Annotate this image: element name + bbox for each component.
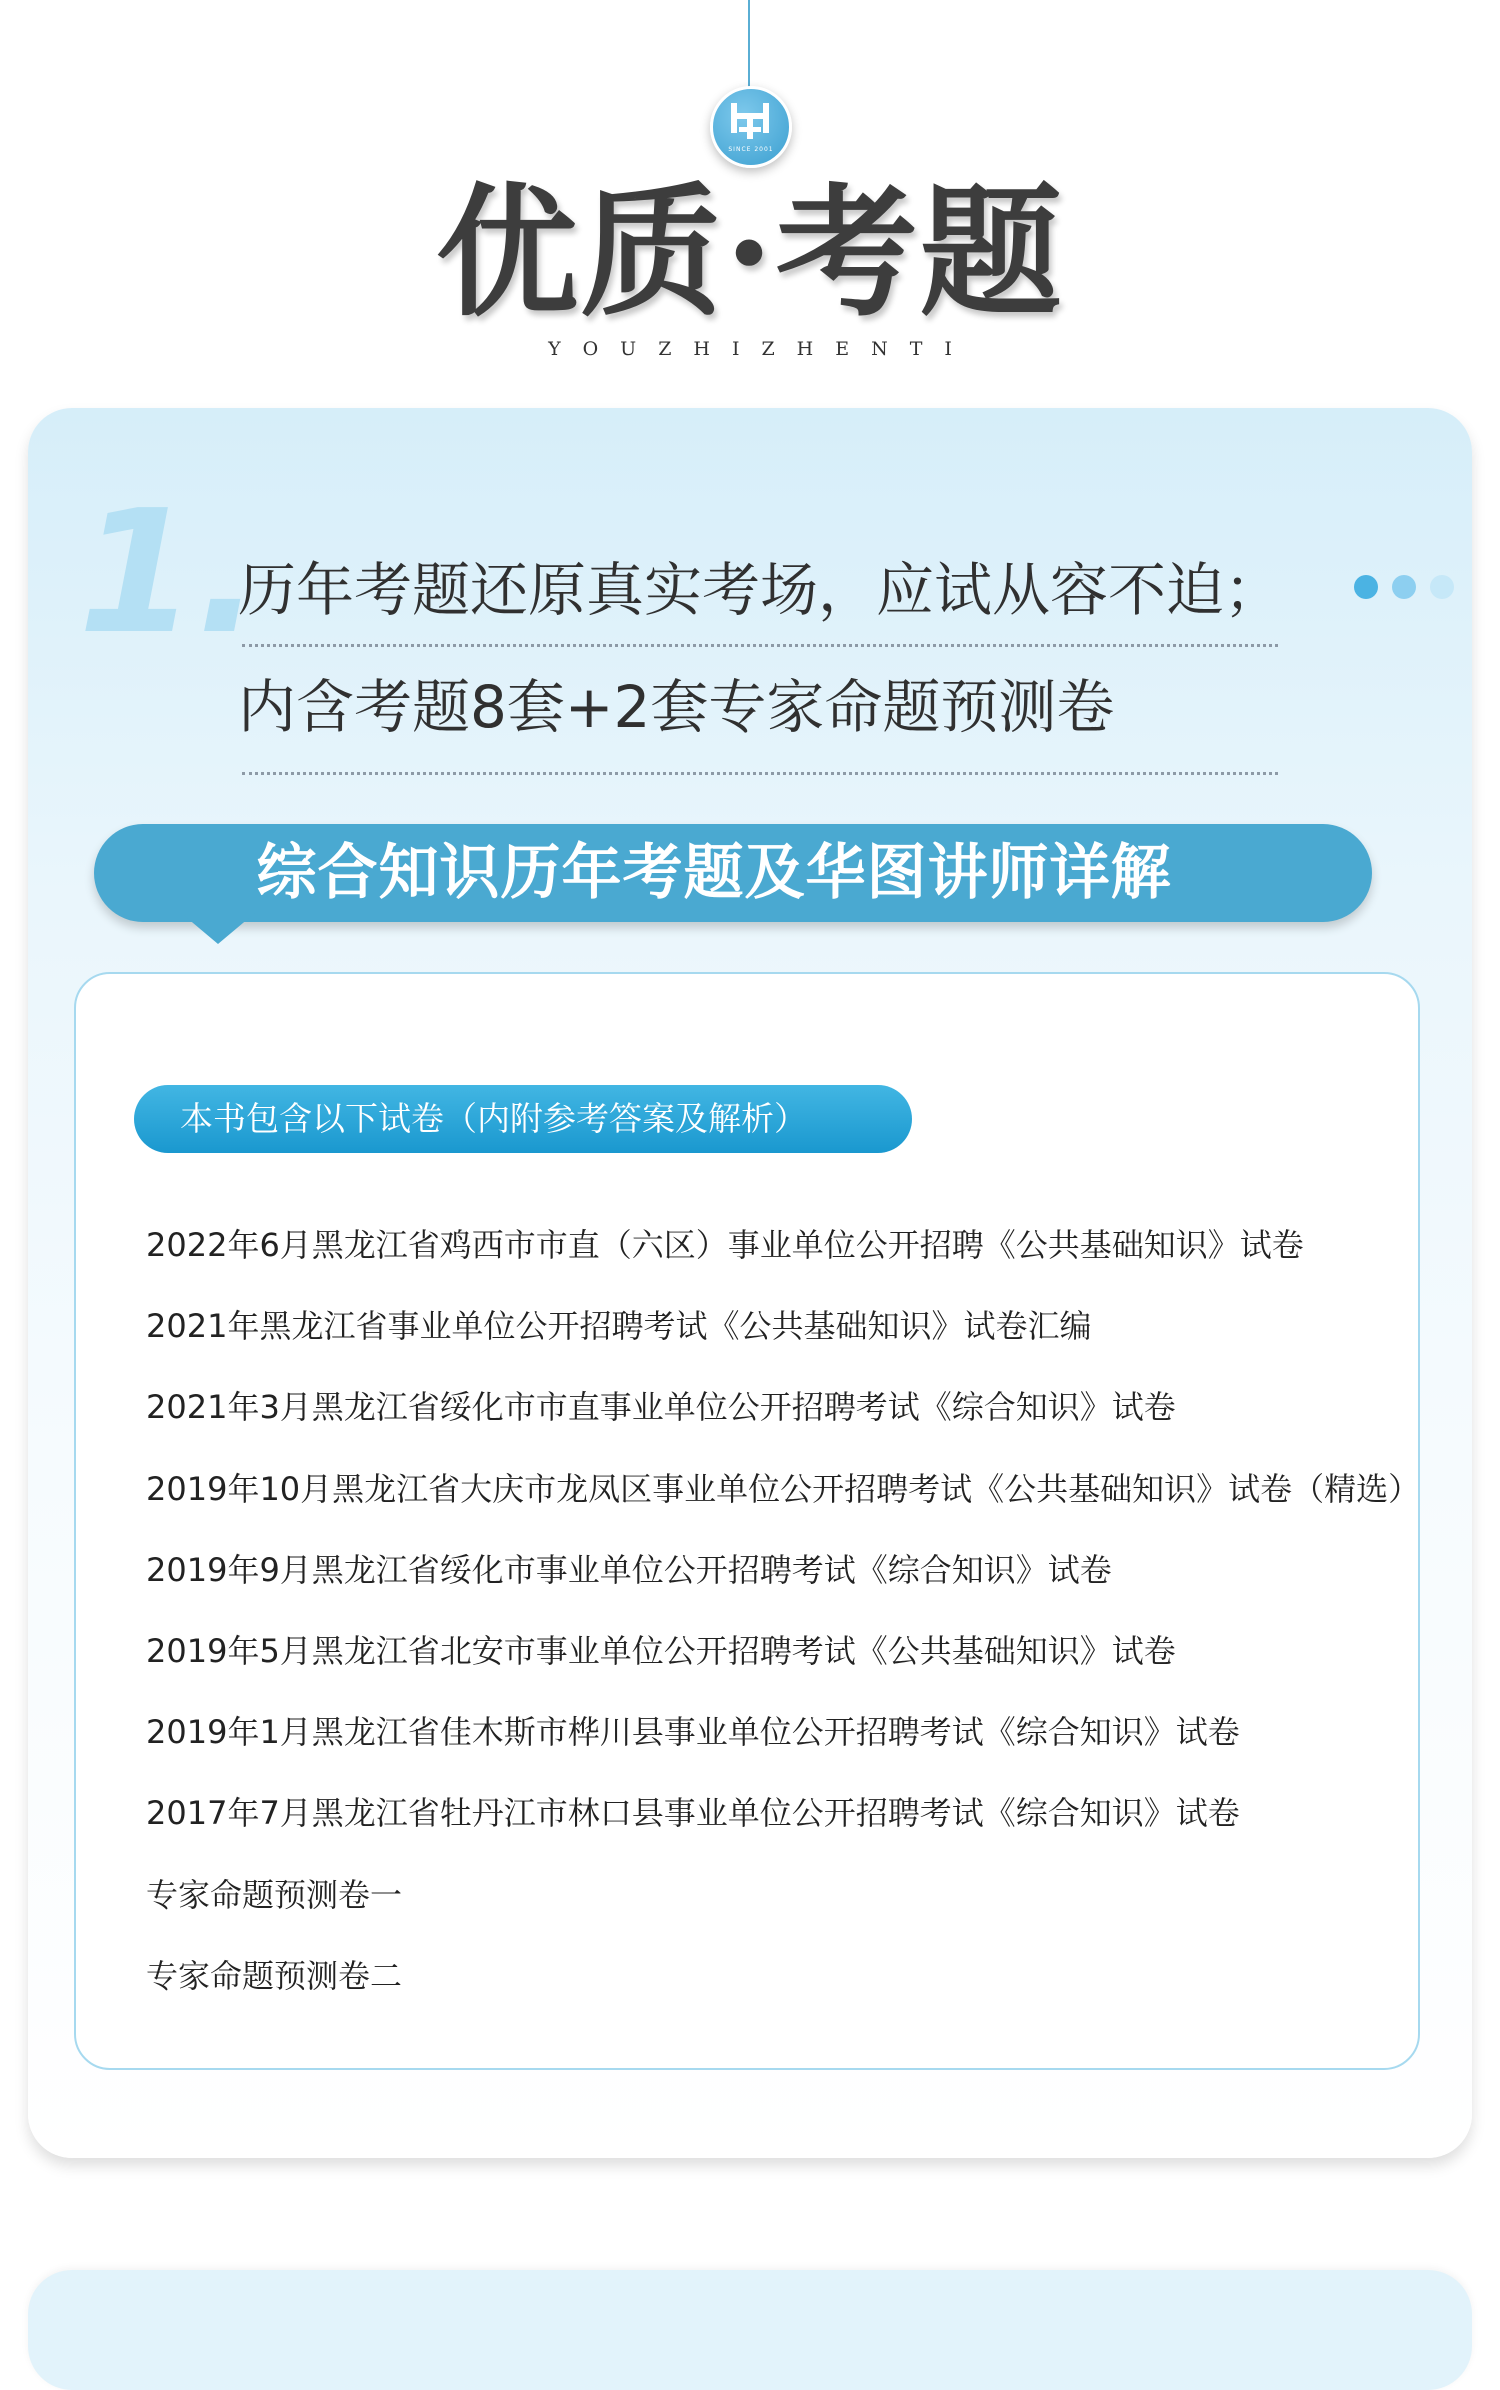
list-item: 2019年5月黑龙江省北安市事业单位公开招聘考试《公共基础知识》试卷 — [146, 1631, 1176, 1670]
logo-caption: SINCE 2001 — [728, 146, 774, 153]
dotted-divider — [242, 644, 1278, 647]
dot-icon — [1354, 575, 1378, 599]
section-headline-line1: 历年考题还原真实考场，应试从容不迫； — [238, 556, 1283, 624]
paper-list — [146, 1210, 1420, 2022]
decorative-hanging-line — [748, 0, 750, 92]
list-item: 2019年9月黑龙江省绥化市事业单位公开招聘考试《综合知识》试卷 — [146, 1550, 1112, 1589]
section-banner-text: 综合知识历年考题及华图讲师详解 — [256, 838, 1172, 908]
next-feature-card — [28, 2270, 1472, 2390]
paper-list-label: 本书包含以下试卷（内附参考答案及解析） — [180, 1099, 807, 1138]
dotted-divider — [242, 772, 1278, 775]
dot-icon — [1392, 575, 1416, 599]
huatu-logo-icon — [710, 86, 792, 168]
list-item: 2022年6月黑龙江省鸡西市市直（六区）事业单位公开招聘《公共基础知识》试卷 — [146, 1226, 1304, 1264]
page-title: 优质·考题 — [436, 170, 1064, 336]
list-item: 2021年3月黑龙江省绥化市市直事业单位公开招聘考试《综合知识》试卷 — [146, 1388, 1176, 1427]
section-number: 1. — [78, 474, 261, 672]
section-headline-line2: 内含考题8套+2套专家命题预测卷 — [238, 673, 1115, 741]
list-item: 专家命题预测卷二 — [146, 1956, 403, 1995]
list-item: 2021年黑龙江省事业单位公开招聘考试《公共基础知识》试卷汇编 — [146, 1307, 1092, 1346]
page-subtitle: YOUZHIZHENTI — [548, 338, 974, 360]
list-item: 专家命题预测卷一 — [146, 1875, 403, 1914]
list-item: 2019年1月黑龙江省佳木斯市桦川县事业单位公开招聘考试《综合知识》试卷 — [146, 1713, 1240, 1752]
logo-glyph — [727, 101, 773, 141]
dot-icon — [1430, 575, 1454, 599]
list-item: 2017年7月黑龙江省牡丹江市林口县事业单位公开招聘考试《综合知识》试卷 — [146, 1794, 1240, 1833]
list-item: 2019年10月黑龙江省大庆市龙凤区事业单位公开招聘考试《公共基础知识》试卷（精选） — [146, 1469, 1421, 1508]
decorative-dots — [1354, 575, 1454, 599]
